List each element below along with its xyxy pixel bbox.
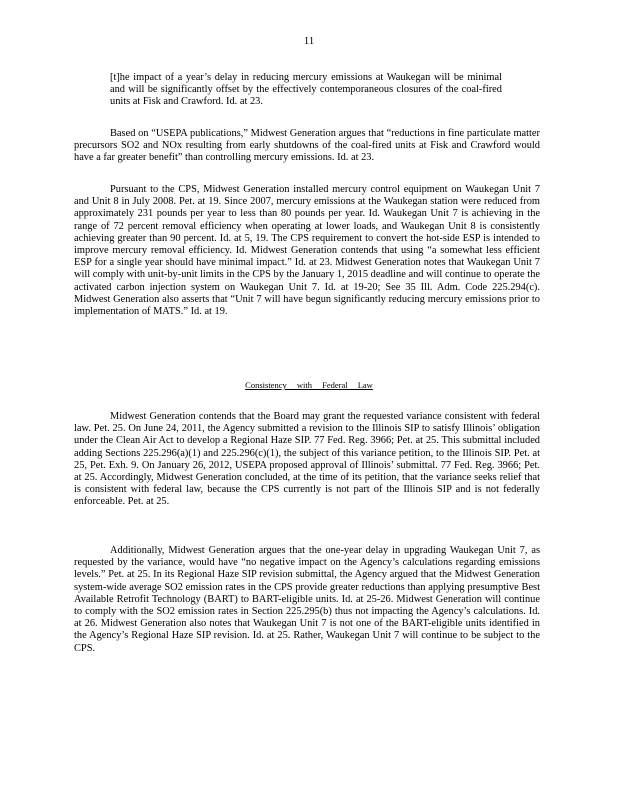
block-quote: [t]he impact of a year’s delay in reducing mercury emissions at Waukegan will be minimal and will be significantly offset by the effectively contemporaneous closures of the coal-fired units at Fisk and Crawford. Id. at 23. [110,72,502,108]
paragraph-mercury-control: Pursuant to the CPS, Midwest Generation installed mercury control equipment on Waukegan Unit 7 and Unit 8 in July 2008. Pet. at 19. Since 2007, mercury emissions at the Waukegan station were reduced from approximately 231 pounds per year to less than 80 pounds per year. Id. Waukegan Unit 7 is achieving in the range of 72 percent removal efficiency when operating at lower loads, and Waukegan Unit 8 is consistently achieving greater than 90 percent. Id. at 5, 19. The CPS requirement to convert the hot-side ESP is intended to improve mercury removal efficiency. Id. Midwest Generation contends that using “a somewhat less efficient ESP for a single year should have minimal impact.” Id. at 23. Midwest Generation notes that Waukegan Unit 7 will comply with unit-by-unit limits in the CPS by the January 1, 2015 deadline and will continue to operate the activated carbon injection system on Waukegan Unit 7. Id. at 19-20; See 35 Ill. Adm. Code 225.294(c). Midwest Generation also asserts that “Unit 7 will have begun significantly reducing mercury emissions prior to implementation of MATS.” Id. at 19. [74,184,540,318]
page-number: 11 [303,35,315,47]
paragraph-regional-haze: Additionally, Midwest Generation argues that the one-year delay in upgrading Waukegan Unit 7, as requested by the variance, would have “no negative impact on the Agency’s calculations regarding emissions levels.” Pet. at 25. In its Regional Haze SIP revision submittal, the Agency argued that the Midwest Generation system-wide average SO2 emission rates in the CPS provide greater reductions than applying presumptive Best Available Retrofit Technology (BART) to BART-eligible units. Id. at 25-26. Midwest Generation will continue to comply with the SO2 emission rates in Section 225.295(b) thus not impacting the Agency’s calculations. Id. at 26. Midwest Generation also notes that Waukegan Unit 7 is not one of the BART-eligible units identified in the Agency’s Regional Haze SIP revision. Id. at 25. Rather, Waukegan Unit 7 will continue to be subject to the CPS. [74,545,540,654]
paragraph-usepa-publications: Based on “USEPA publications,” Midwest Generation argues that “reductions in fine particulate matter precursors SO2 and NOx resulting from early shutdowns of the coal-fired units at Fisk and Crawford would have a far greater benefit” than controlling mercury emissions. Id. at 23. [74,128,540,164]
paragraph-federal-law: Midwest Generation contends that the Board may grant the requested variance consistent with federal law. Pet. 25. On June 24, 2011, the Agency submitted a revision to the Illinois SIP to satisfy Illinois’ obligation under the Clean Air Act to develop a Regional Haze SIP. 77 Fed. Reg. 3966; Pet. at 25. This submittal included adding Sections 225.296(a)(1) and 225.296(c)(1), the subject of this variance petition, to the Illinois SIP. Pet. at 25, Pet. Exh. 9. On January 26, 2012, USEPA proposed approval of Illinois’ submittal. 77 Fed. Reg. 3966; Pet. at 25. Accordingly, Midwest Generation concluded, at the time of its petition, that the variance seeks relief that is consistent with federal law, because the CPS currently is not part of the Illinois SIP and is not federally enforceable. Pet. at 25. [74,411,540,508]
section-heading: Consistency with Federal Law [245,380,373,390]
